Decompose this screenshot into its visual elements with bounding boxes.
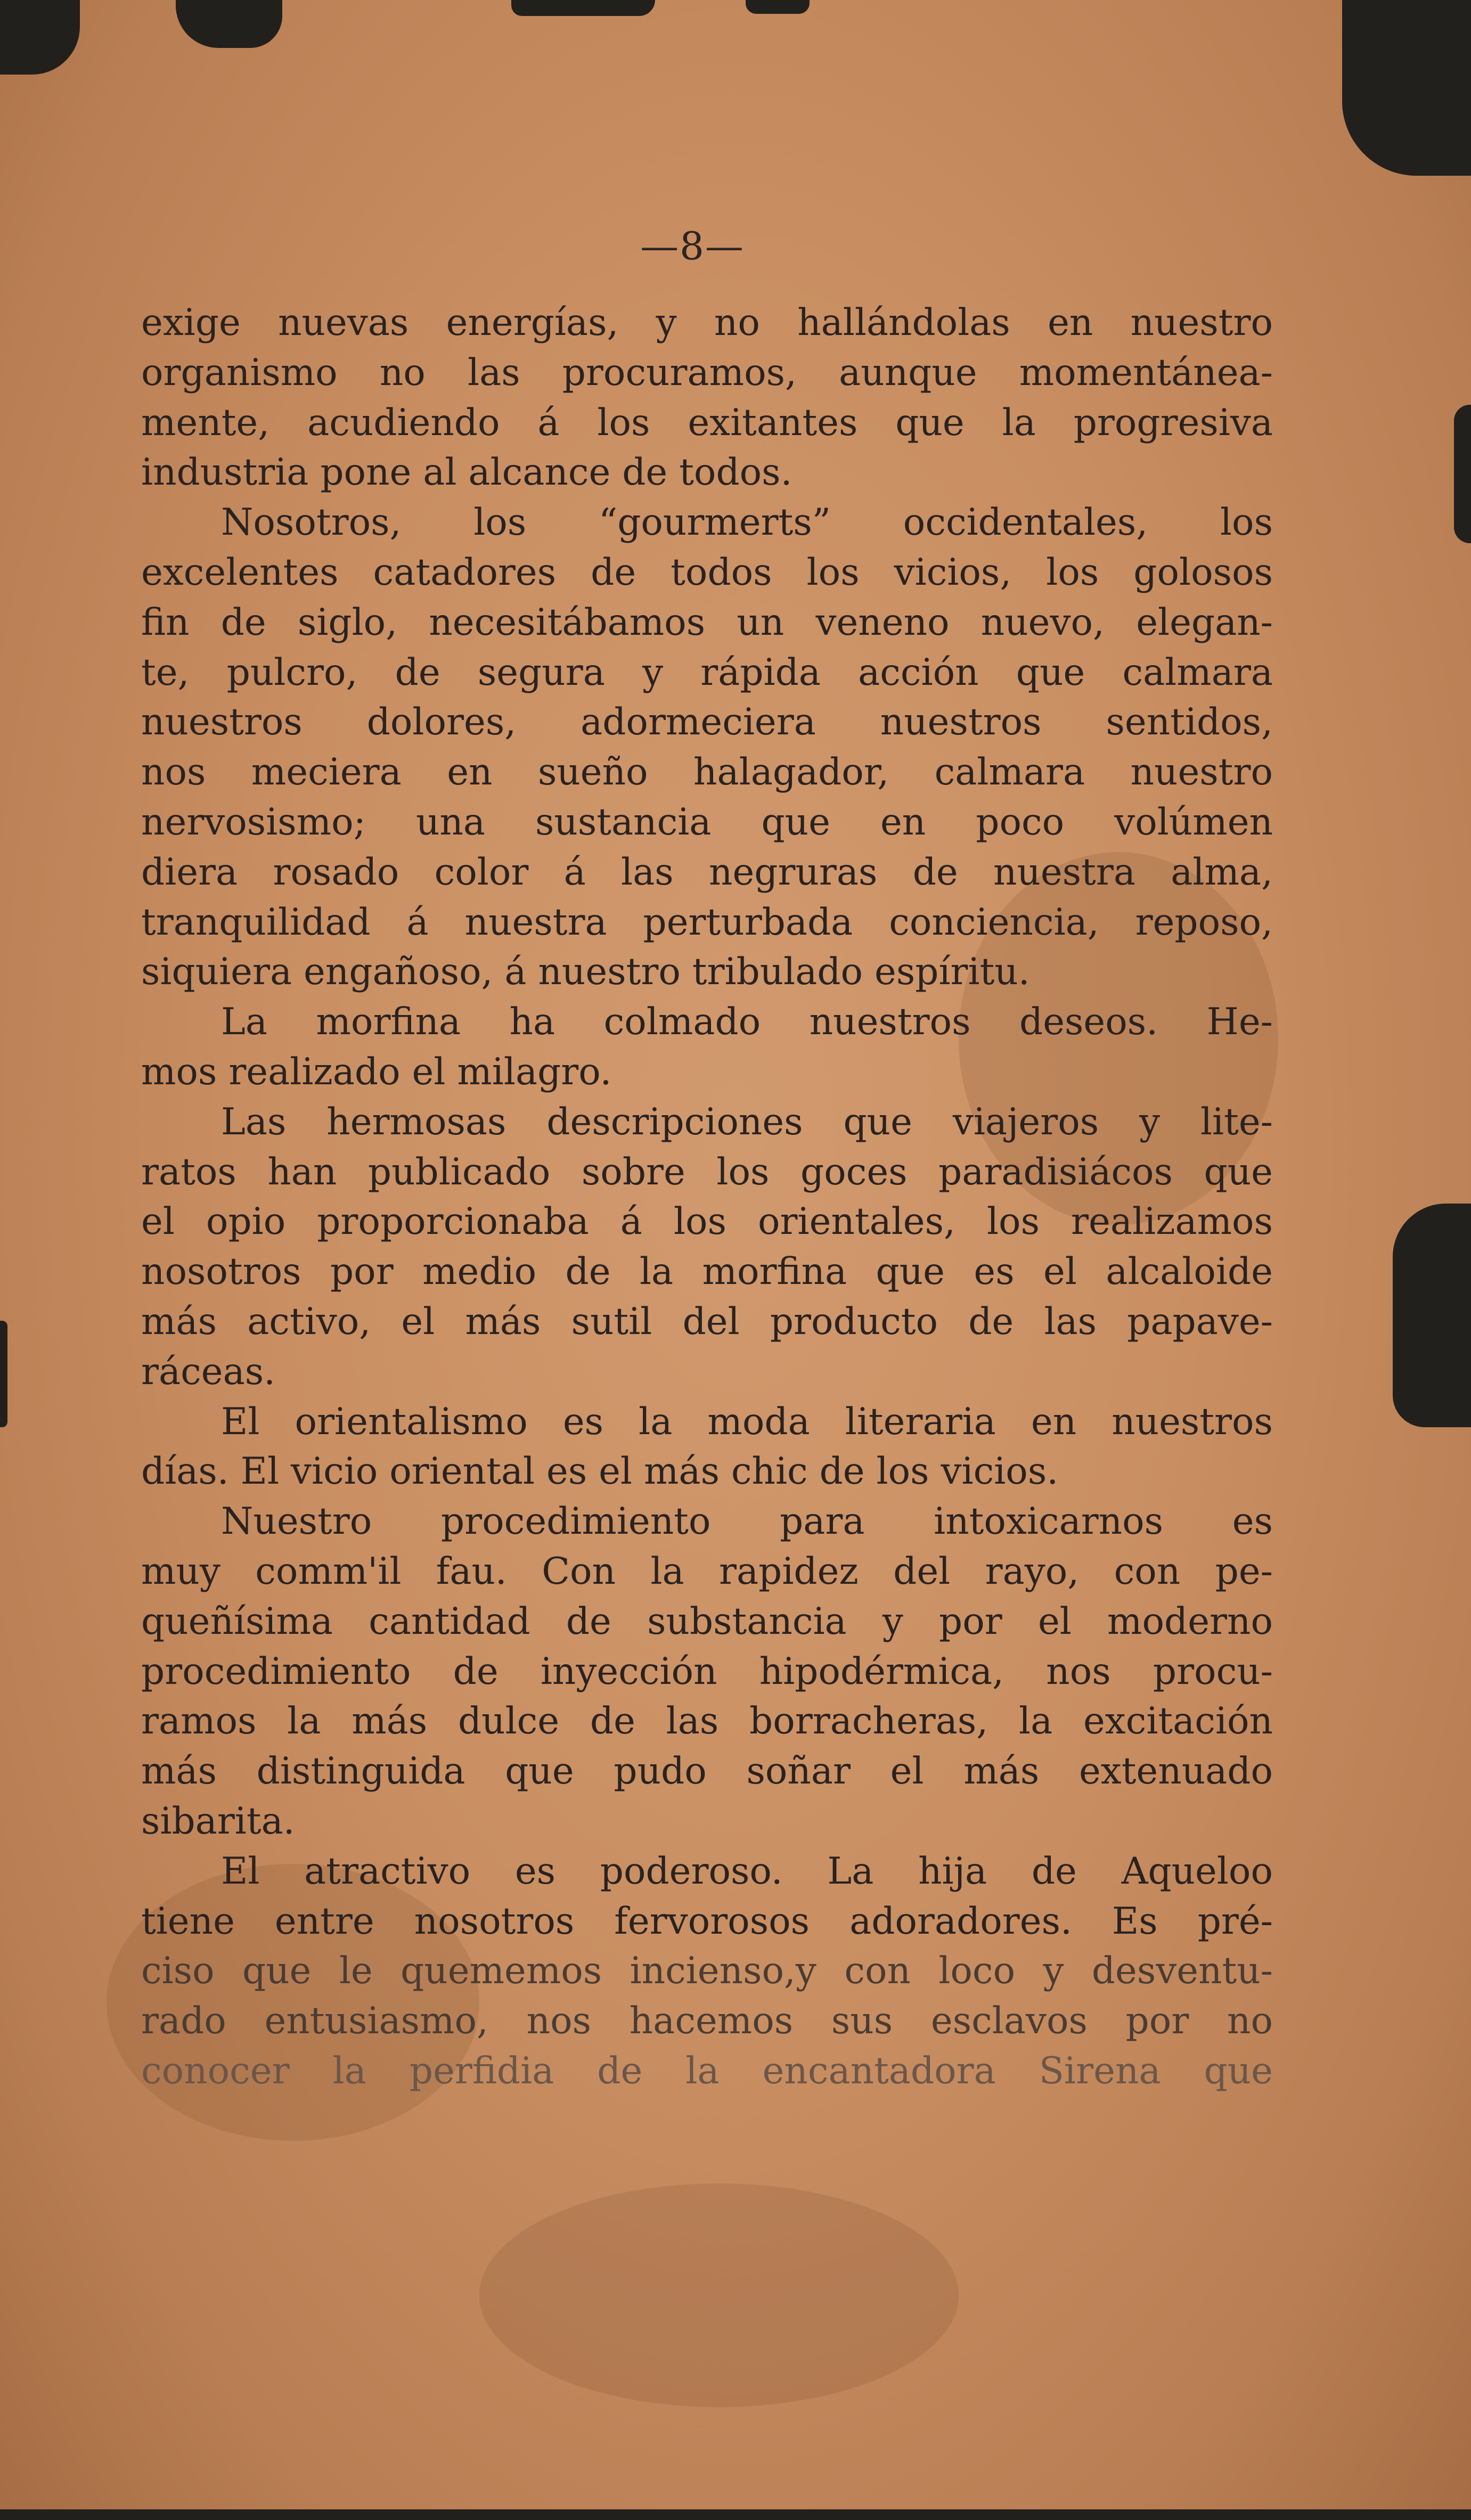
text-line: rado entusiasmo, nos hacemos sus esclavos por no — [141, 2000, 1273, 2043]
text-line: sibarita. — [141, 1799, 295, 1843]
text-line: ramos la más dulce de las borracheras, la excitación — [141, 1700, 1273, 1743]
torn-edge — [176, 0, 282, 48]
text-line: ráceas. — [141, 1350, 276, 1393]
text-line: fin de siglo, necesitábamos un veneno nuevo, elegan- — [141, 601, 1273, 644]
body-text — [141, 298, 1273, 2097]
text-line: nervosismo; una sustancia que en poco volúmen — [141, 800, 1273, 844]
torn-edge — [1393, 1204, 1471, 1427]
text-line: organismo no las procuramos, aunque momentánea- — [141, 351, 1273, 394]
text-line: Nuestro procedimiento para intoxicarnos es — [221, 1500, 1273, 1543]
paper-stain — [479, 2183, 959, 2407]
torn-edge — [1342, 0, 1471, 176]
torn-edge — [1454, 405, 1471, 543]
torn-edge — [0, 1321, 7, 1427]
torn-edge — [0, 2509, 1471, 2520]
torn-edge — [746, 0, 810, 14]
text-line: diera rosado color á las negruras de nuestra alma, — [141, 850, 1273, 894]
text-line: más activo, el más sutil del producto de las papave- — [141, 1300, 1273, 1343]
text-line: Nosotros, los “gourmerts” occidentales, los — [221, 501, 1273, 544]
text-line: el opio proporcionaba á los orientales, los realizamos — [141, 1200, 1273, 1243]
text-line: nos meciera en sueño halagador, calmara nuestro — [141, 751, 1273, 794]
text-line: más distinguida que pudo soñar el más extenuado — [141, 1750, 1273, 1793]
text-line: ratos han publicado sobre los goces paradisiácos que — [141, 1150, 1273, 1193]
text-line: exige nuevas energías, y no hallándolas en nuestro — [141, 301, 1273, 344]
text-line: tiene entre nosotros fervorosos adoradores. Es pré- — [141, 1900, 1273, 1943]
text-line: mente, acudiendo á los exitantes que la progresiva — [141, 401, 1273, 444]
text-line: mos realizado el milagro. — [141, 1050, 612, 1093]
text-line: queñísima cantidad de substancia y por el moderno — [141, 1600, 1273, 1643]
text-line: muy comm'il fau. Con la rapidez del rayo, con pe- — [141, 1550, 1273, 1593]
text-line: tranquilidad á nuestra perturbada conciencia, reposo, — [141, 901, 1273, 944]
text-line: industria pone al alcance de todos. — [141, 451, 792, 494]
text-line: nuestros dolores, adormeciera nuestros sentidos, — [141, 701, 1273, 744]
text-line: excelentes catadores de todos los vicios, los golosos — [141, 551, 1273, 594]
torn-edge — [0, 0, 80, 75]
text-line: El atractivo es poderoso. La hija de Aqueloo — [221, 1850, 1273, 1893]
text-line: ciso que le quememos incienso,y con loco y desventu- — [141, 1950, 1273, 1993]
text-line: te, pulcro, de segura y rápida acción que calmara — [141, 651, 1273, 694]
text-line: siquiera engañoso, á nuestro tribulado espíritu. — [141, 951, 1030, 994]
text-line: conocer la perfidia de la encantadora Sirena que — [141, 2049, 1273, 2092]
text-line: días. El vicio oriental es el más chic de los vicios. — [141, 1450, 1059, 1493]
text-line: El orientalismo es la moda literaria en nuestros — [221, 1400, 1273, 1443]
torn-edge — [511, 0, 655, 16]
page-number: —8— — [640, 224, 745, 268]
text-line: procedimiento de inyección hipodérmica, nos procu- — [141, 1650, 1273, 1693]
text-line: nosotros por medio de la morfina que es el alcaloide — [141, 1250, 1273, 1294]
text-line: Las hermosas descripciones que viajeros y lite- — [221, 1100, 1273, 1143]
text-line: La morfina ha colmado nuestros deseos. He- — [221, 1001, 1273, 1044]
